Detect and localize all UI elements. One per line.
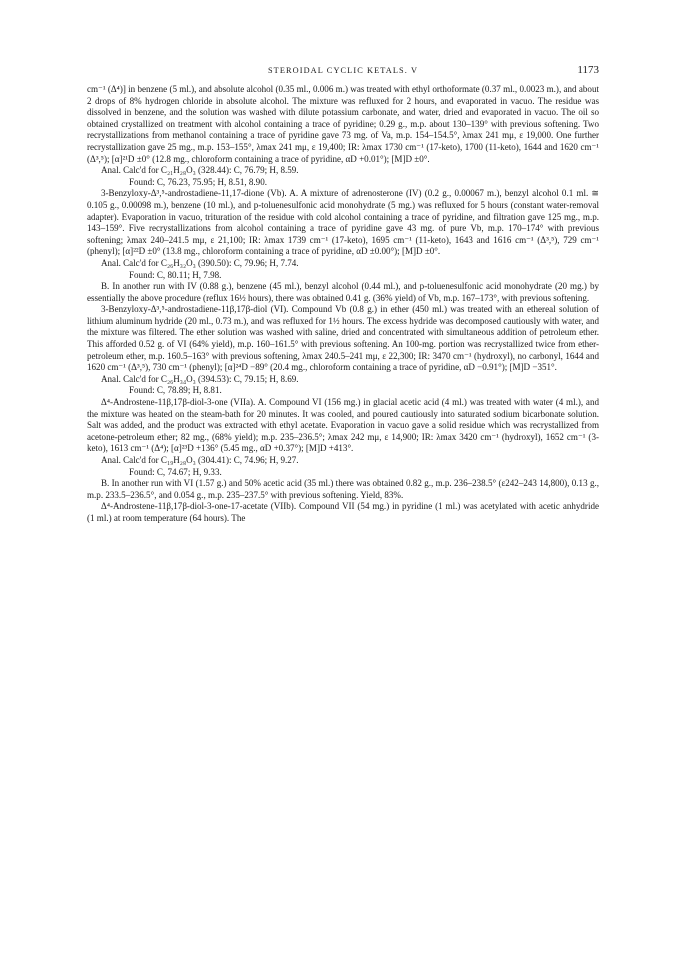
paragraph-viia-method-b: B. In another run with VI (1.57 g.) and 50% acetic acid (35 ml.) there was obtained 0.82 g., m.p. 236–238.5° (ε242–243 14,800), 0.13 g., m.p. 233.5–236.5°, and 0.054 g., m.p. 235–237.5° with previous softening. Yield, 83%. [87,478,599,500]
page-number: 1173 [577,64,599,76]
analysis-calculated: Anal. Calc'd for C₂₆H₃₂O₃ (390.50): C, 79.96; H, 7.74. [101,257,299,268]
analysis-calculated: Anal. Calc'd for C₁₉H₂₈O₃ (304.41): C, 74.96; H, 9.27. [101,455,299,465]
analysis-found: Found: C, 78.89; H, 8.81. [129,385,222,396]
paragraph-compound-vi: 3-Benzyloxy-Δ³,⁵-androstadiene-11β,17β-diol (VI). Compound Vb (0.8 g.) in ether (450 ml.) was treated with an ethereal solution of lithium aluminum hydride (20 ml., 0.73 m.), and was refluxed for 1½ hours. The excess hydride was decomposed cautiously with water, and the mixture was filtered. The ether solution was washed with saline, dried and concentrated with simultaneous addition of petroleum ether. This afforded 0.52 g. of VI (64% yield), m.p. 160–161.5° with previous softening. An 100-mg. portion was recrystallized twice from ether-petroleum ether, m.p. 160.5–163° with previous softening, λmax 240.5–241 mμ, ε 22,300; IR: 3470 cm⁻¹ (hydroxyl), no carbonyl, 1644 and 1620 cm⁻¹ (Δ³,⁵), 730 cm⁻¹ (phenyl); [α]²⁴D −89° (20.4 mg., chloroform containing a trace of pyridine, αD −0.91°); [M]D −351°. [87,304,599,373]
running-title: STEROIDAL CYCLIC KETALS. V [267,66,419,75]
running-header [87,66,599,84]
paragraph-continuation: cm⁻¹ (Δ⁴)] in benzene (5 ml.), and absolute alcohol (0.35 ml., 0.006 m.) was treated with ethyl orthoformate (0.37 ml., 0.0023 m.), and about 2 drops of 8% hydrogen chloride in absolute alcohol. The mixture was refluxed for 2 hours, and evaporated in vacuo. The residue was dissolved in benzene, and the solution was washed with dilute potassium carbonate, and water, dried and evaporated in vacuo. The oil so obtained crystallized on treatment with alcohol containing a trace of pyridine; 0.29 g., m.p. about 130–139° with previous softening. Two recrystallizations from methanol containing a trace of pyridine gave 73 mg. of Va, m.p. 154–154.5°, λmax 241 mμ, ε 19,000. One further recrystallization gave 25 mg., m.p. 153–155°, λmax 241 mμ, ε 19,400; IR: λmax 1730 cm⁻¹ (17-keto), 1700 (11-keto), 1644 and 1620 cm⁻¹ (Δ³,⁵); [α]²¹D ±0° (12.8 mg., chloroform containing a trace of pyridine, αD +0.01°); [M]D ±0°. [87,84,599,164]
analysis-calculated: Anal. Calc'd for C₂₆H₃₄O₃ (394.53): C, 79.15; H, 8.69. [101,373,299,384]
analysis-found: Found: C, 76.23, 75.95; H, 8.51, 8.90. [129,176,267,187]
paragraph-vb-method-b: B. In another run with IV (0.88 g.), benzene (45 ml.), benzyl alcohol (0.44 ml.), and p-toluenesulfonic acid monohydrate (20 mg.) by essentially the above procedure (reflux 16½ hours), there was obtained 0.41 g. (36% yield) of Vb, m.p. 167–173°, with previous softening. [87,281,599,303]
analysis-calculated: Anal. Calc'd for C₂₁H₂₈O₃ (328.44): C, 76.79; H, 8.59. [101,165,299,176]
article-body [87,84,599,525]
paragraph-compound-viib: Δ⁴-Androstene-11β,17β-diol-3-one-17-acetate (VIIb). Compound VII (54 mg.) in pyridine (1 ml.) was acetylated with acetic anhydride (1 ml.) at room temperature (64 hours). The [87,501,599,523]
paragraph-compound-vb: 3-Benzyloxy-Δ³,⁵-androstadiene-11,17-dione (Vb). A. A mixture of adrenosterone (IV) (0.2 g., 0.00067 m.), benzyl alcohol 0.1 ml. ≅ 0.105 g., 0.00098 m.), benzene (10 ml.), and p-toluenesulfonic acid monohydrate (5 mg.) was refluxed for 5 hours (constant water-removal adapter). Evaporation in vacuo, trituration of the residue with cold alcohol containing a trace of pyridine, and filtration gave 125 mg., m.p. 143–159°. Five recrystallizations from alcohol containing a trace of pyridine gave 43 mg. of pure Vb, m.p. 170–174° with previous softening; λmax 240–241.5 mμ, ε 21,100; IR: λmax 1739 cm⁻¹ (17-keto), 1695 cm⁻¹ (11-keto), 1643 and 1616 cm⁻¹ (Δ³,⁵), 729 cm⁻¹ (phenyl); [α]²²D ±0° (13.8 mg., chloroform containing a trace of pyridine, αD ±0.00°); [M]D ±0°. [87,188,599,257]
paragraph-compound-viia: Δ⁴-Androstene-11β,17β-diol-3-one (VIIa). A. Compound VI (156 mg.) in glacial acetic acid (4 ml.) was treated with water (4 ml.), and the mixture was heated on the steam-bath for 20 minutes. It was cooled, and poured cautiously into saturated sodium bicarbonate solution. Salt was added, and the product was extracted with ethyl acetate. Evaporation in vacuo gave a solid residue which was recrystallized from acetone-petroleum ether; 82 mg., (68% yield); m.p. 235–236.5°; λmax 242 mμ, ε 14,900; IR: λmax 3420 cm⁻¹ (hydroxyl), 1652 cm⁻¹ (3-keto), 1613 cm⁻¹ (Δ⁴); [α]²³D +136° (5.45 mg., αD +0.37°); [M]D +413°. [87,397,599,454]
analysis-found: Found: C, 80.11; H, 7.98. [129,269,222,280]
paper-page [87,66,599,525]
analysis-found: Found: C, 74.67; H, 9.33. [129,466,222,477]
